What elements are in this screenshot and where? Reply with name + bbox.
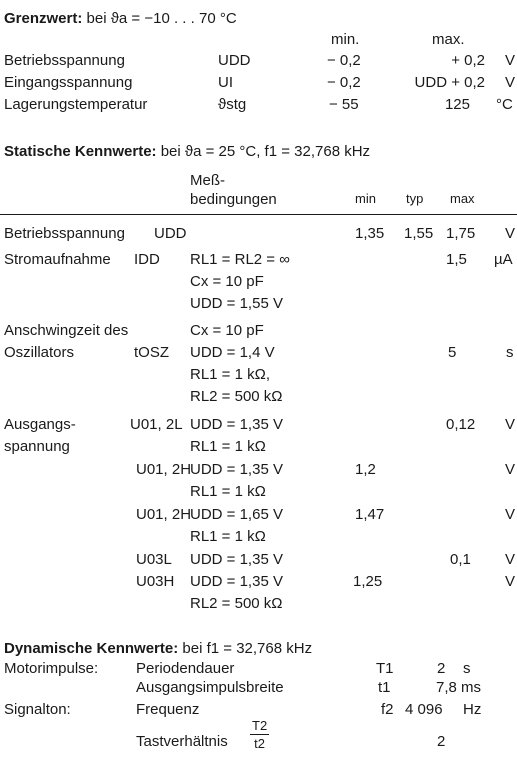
strom-max: 1,5 — [446, 251, 467, 268]
grenzwert-row-unit: °C — [496, 96, 513, 113]
statisch-head-max: max — [450, 191, 475, 206]
ausgangsimp-label: Ausgangsimpulsbreite — [136, 679, 284, 696]
anschwing-cond: RL1 = 1 kΩ, — [190, 366, 271, 383]
ausgang-cond: RL1 = 1 kΩ — [190, 483, 266, 500]
grenzwert-col-min: min. — [331, 31, 360, 48]
grenzwert-col-max: max. — [432, 31, 465, 48]
perioden-val: 2 — [437, 660, 446, 677]
statisch-title: Statische Kennwerte: — [4, 143, 157, 160]
ausgang-min: 1,47 — [355, 506, 385, 523]
tast-label: Tastverhältnis — [136, 733, 228, 750]
strom-unit: µA — [494, 251, 513, 268]
ausgang-cond: RL2 = 500 kΩ — [190, 595, 283, 612]
statisch-head-typ: typ — [406, 191, 424, 206]
grenzwert-row-unit: V — [505, 74, 516, 91]
tast-val: 2 — [437, 733, 446, 750]
ausgang-sym: U03H — [136, 573, 175, 590]
ausgangsimp-val: 7,8 ms — [436, 679, 482, 696]
perioden-sym: T1 — [376, 660, 394, 677]
ausgang-sym: U01, 2L — [130, 416, 183, 433]
ausgang-cond: UDD = 1,35 V — [190, 416, 283, 433]
anschwing-max: 5 — [448, 344, 457, 361]
anschwing-sym: tOSZ — [134, 344, 170, 361]
statisch-header — [4, 144, 370, 159]
grenzwert-row-sym: UI — [218, 74, 233, 91]
grenzwert-row-max: + 0,2 — [451, 52, 485, 69]
tast-numerator: T2 — [252, 718, 268, 733]
statisch-head-mess: Meß- — [190, 172, 225, 189]
betrieb-label: Betriebsspannung — [4, 225, 125, 242]
dynamisch-header — [4, 641, 312, 656]
motor-label: Motorimpulse: — [4, 660, 99, 677]
ausgang-cond: UDD = 1,35 V — [190, 551, 283, 568]
ausgang-cond: UDD = 1,65 V — [190, 506, 283, 523]
strom-cond: RL1 = RL2 = ∞ — [190, 251, 290, 268]
perioden-label: Periodendauer — [136, 660, 235, 677]
betrieb-max: 1,75 — [446, 225, 476, 242]
strom-label: Stromaufnahme — [4, 251, 111, 268]
betrieb-typ: 1,55 — [404, 225, 434, 242]
grenzwert-row-label: Lagerungstemperatur — [4, 96, 148, 113]
grenzwert-row-max: UDD + 0,2 — [414, 74, 485, 91]
anschwing-label: Anschwingzeit des — [4, 322, 129, 339]
ausgang-cond: UDD = 1,35 V — [190, 461, 283, 478]
tast-fraction — [250, 719, 269, 750]
ausgang-label: spannung — [4, 438, 70, 455]
ausgang-min: 1,2 — [355, 461, 376, 478]
grenzwert-row-unit: V — [505, 52, 516, 69]
statisch-head-min: min — [355, 191, 376, 206]
grenzwert-condition: bei ϑa = −10 . . . 70 °C — [86, 10, 237, 27]
dynamisch-condition: bei f1 = 32,768 kHz — [182, 640, 313, 657]
grenzwert-row-min: − 0,2 — [327, 52, 361, 69]
tast-denominator: t2 — [254, 736, 265, 751]
anschwing-label: Oszillators — [4, 344, 75, 361]
betrieb-min: 1,35 — [355, 225, 385, 242]
grenzwert-row-label: Betriebsspannung — [4, 52, 125, 69]
ausgang-unit: V — [505, 573, 516, 590]
grenzwert-row-sym: ϑstg — [218, 96, 247, 113]
ausgang-unit: V — [505, 551, 516, 568]
ausgang-label: Ausgangs- — [4, 416, 76, 433]
ausgang-max: 0,12 — [446, 416, 476, 433]
statisch-condition: bei ϑa = 25 °C, f1 = 32,768 kHz — [160, 143, 371, 160]
statisch-head-bed: bedingungen — [190, 191, 277, 208]
grenzwert-row-max: 125 — [444, 96, 470, 113]
ausgang-sym: U01, 2H — [136, 461, 192, 478]
strom-cond: UDD = 1,55 V — [190, 295, 283, 312]
frequenz-label: Frequenz — [136, 701, 200, 718]
grenzwert-row-label: Eingangsspannung — [4, 74, 133, 91]
grenzwert-title: Grenzwert: — [4, 10, 83, 27]
strom-cond: Cx = 10 pF — [190, 273, 264, 290]
ausgang-max: 0,1 — [450, 551, 471, 568]
frequenz-sym: f2 — [381, 701, 394, 718]
ausgang-cond: UDD = 1,35 V — [190, 573, 283, 590]
anschwing-cond: UDD = 1,4 V — [190, 344, 275, 361]
ausgang-min: 1,25 — [353, 573, 383, 590]
dynamisch-title: Dynamische Kennwerte: — [4, 640, 179, 657]
ausgang-unit: V — [505, 506, 516, 523]
ausgang-sym: U03L — [136, 551, 172, 568]
frequenz-unit: Hz — [463, 701, 482, 718]
anschwing-cond: Cx = 10 pF — [190, 322, 264, 339]
table-divider — [0, 214, 517, 215]
betrieb-sym: UDD — [154, 225, 187, 242]
anschwing-unit: s — [506, 344, 514, 361]
ausgang-sym: U01, 2H — [136, 506, 192, 523]
grenzwert-section — [4, 11, 237, 26]
ausgang-cond: RL1 = 1 kΩ — [190, 438, 266, 455]
grenzwert-row-min: − 55 — [329, 96, 359, 113]
betrieb-unit: V — [505, 225, 516, 242]
frequenz-val: 4 096 — [405, 701, 443, 718]
signal-label: Signalton: — [4, 701, 71, 718]
grenzwert-row-sym: UDD — [218, 52, 251, 69]
ausgang-cond: RL1 = 1 kΩ — [190, 528, 266, 545]
ausgangsimp-sym: t1 — [378, 679, 391, 696]
strom-sym: IDD — [134, 251, 160, 268]
ausgang-unit: V — [505, 461, 516, 478]
anschwing-cond: RL2 = 500 kΩ — [190, 388, 283, 405]
grenzwert-row-min: − 0,2 — [327, 74, 361, 91]
perioden-unit: s — [463, 660, 471, 677]
ausgang-unit: V — [505, 416, 516, 433]
